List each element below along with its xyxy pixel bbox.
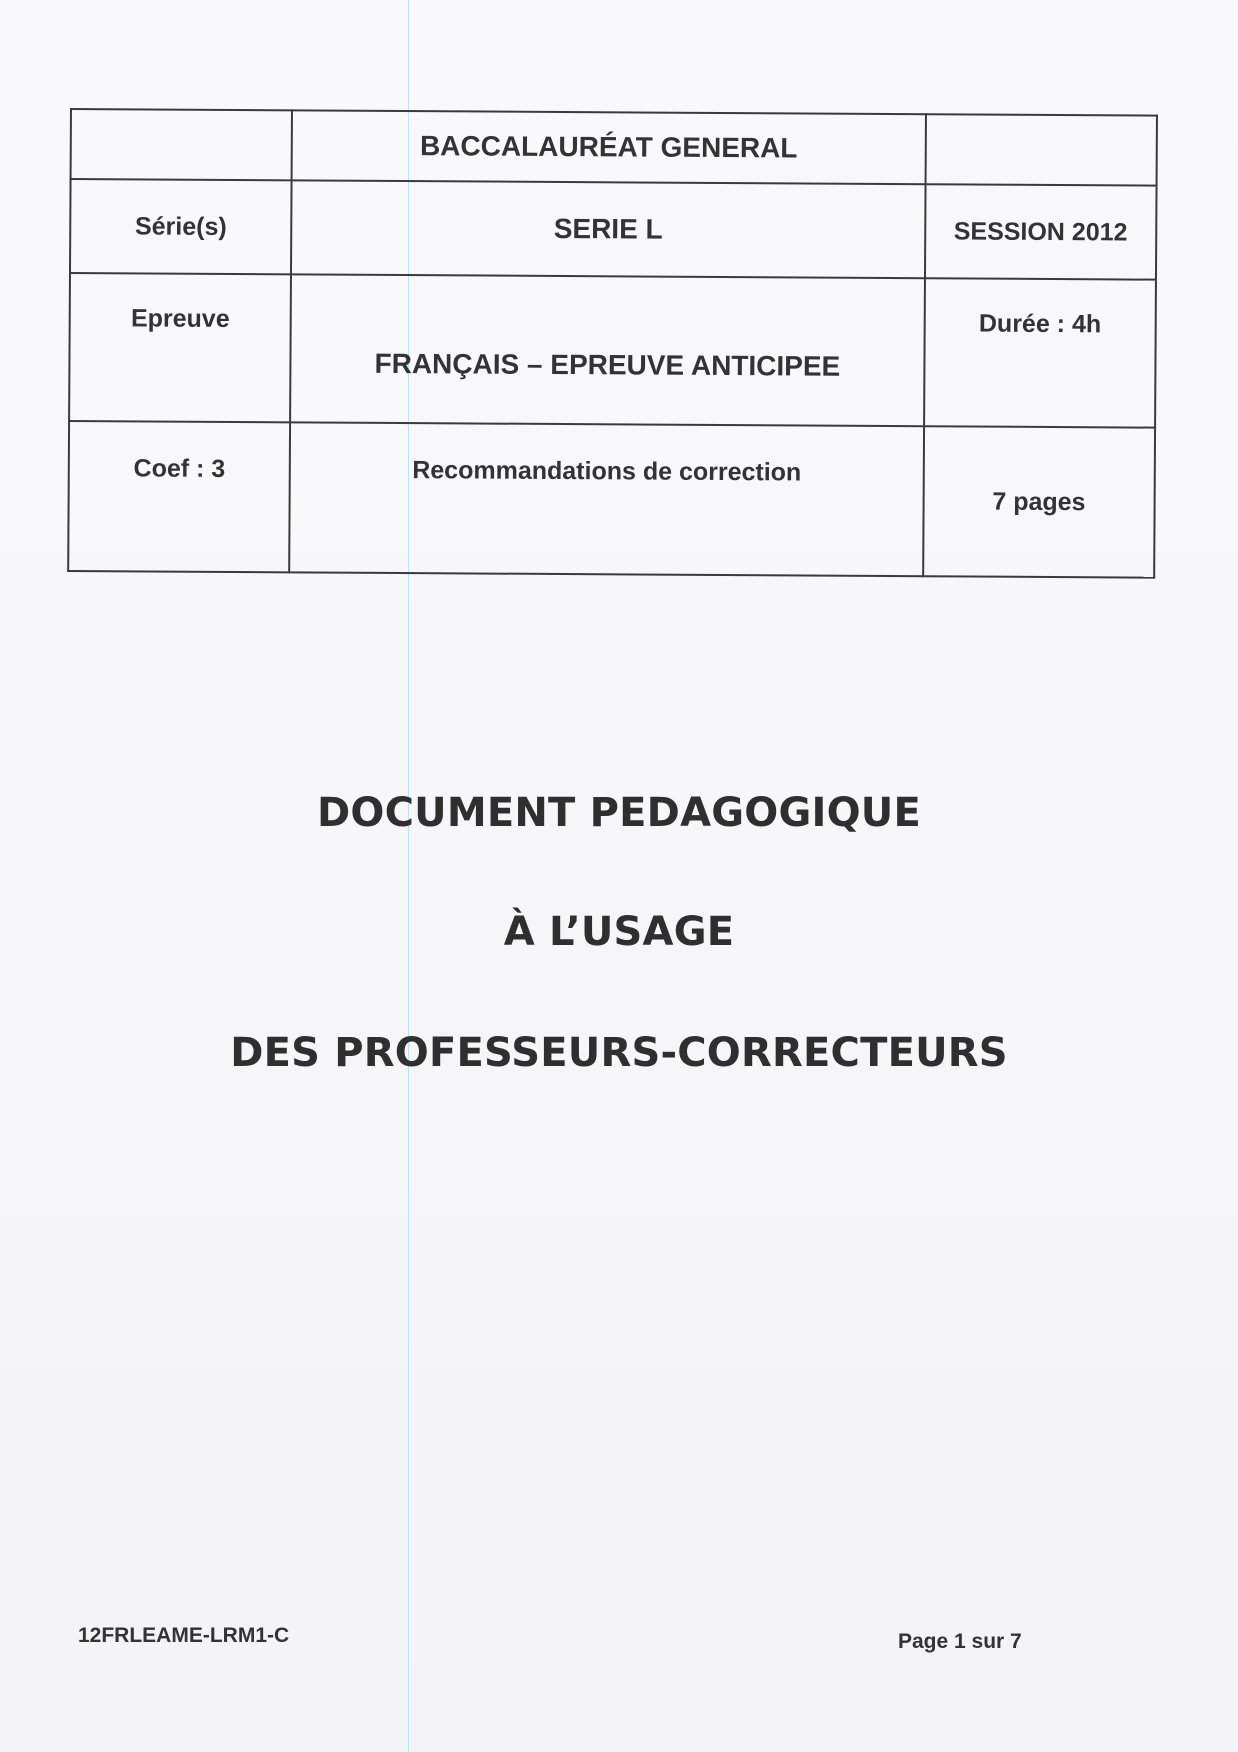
header-cell-empty-left <box>71 109 293 180</box>
document-title-line-3: DES PROFESSEURS-CORRECTEURS <box>230 1030 1008 1076</box>
page-number: Page 1 sur 7 <box>898 1630 1022 1653</box>
document-title-line-1: DOCUMENT PEDAGOGIQUE <box>316 790 922 836</box>
header-row-exam <box>69 273 1156 428</box>
header-row-series <box>70 179 1157 280</box>
duration-value: Durée : 4h <box>924 278 1156 427</box>
header-cell-empty-right <box>925 114 1157 185</box>
session-value: SESSION 2012 <box>925 184 1157 279</box>
series-label: Série(s) <box>70 179 292 274</box>
page-count: 7 pages <box>923 426 1155 577</box>
exam-name: BACCALAURÉAT GENERAL <box>292 110 926 184</box>
document-title-line-2: À L’USAGE <box>503 909 735 955</box>
document-code: 12FRLEAME-LRM1-C <box>78 1624 290 1647</box>
header-row-coef <box>68 421 1155 578</box>
series-value: SERIE L <box>291 180 925 278</box>
header-table <box>67 108 1158 579</box>
document-type: Recommandations de correction <box>289 422 923 576</box>
coefficient-value: Coef : 3 <box>68 421 290 572</box>
exam-label: Epreuve <box>69 273 291 422</box>
header-row-title <box>71 109 1157 186</box>
exam-subject: FRANÇAIS – EPREUVE ANTICIPEE <box>290 274 924 426</box>
